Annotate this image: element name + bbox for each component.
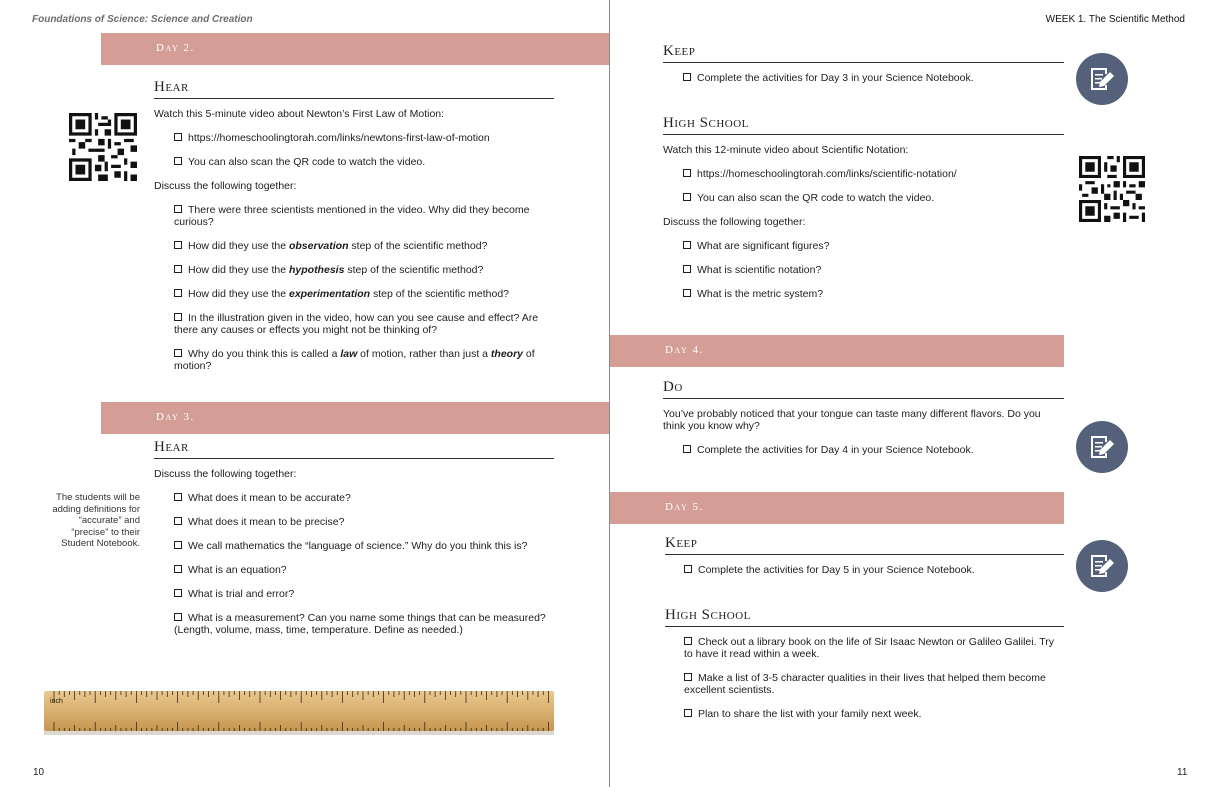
day2-link-item[interactable] <box>174 132 554 144</box>
hs1-link-item[interactable] <box>683 168 1063 180</box>
day2-discuss: Discuss the following together: <box>154 180 297 192</box>
keep1-section: Keep <box>663 43 1064 63</box>
day3-question-6 <box>174 612 554 636</box>
checkbox-icon[interactable] <box>174 313 182 321</box>
running-head-left: Foundations of Science: Science and Creation <box>32 14 253 25</box>
day2-question-4 <box>174 288 554 300</box>
question-text: step of the scientific method? <box>370 288 510 300</box>
checkbox-icon[interactable] <box>174 565 182 573</box>
day3-section-hear: Hear <box>154 439 554 459</box>
checkbox-icon[interactable] <box>684 565 692 573</box>
day4-item <box>683 444 1063 456</box>
question-text: of motion, rather than just a <box>357 348 491 360</box>
question-text: What does it mean to be accurate? <box>188 492 351 504</box>
day5-band-label: Day 5. <box>665 501 704 513</box>
emphasis-term: observation <box>288 240 349 252</box>
checkbox-icon[interactable] <box>174 541 182 549</box>
hs2-section: High School <box>665 607 1064 627</box>
checkbox-icon[interactable] <box>683 241 691 249</box>
checkbox-icon[interactable] <box>174 133 182 141</box>
checkbox-icon[interactable] <box>174 265 182 273</box>
question-text: In the illustration given in the video, how can you see cause and effect? Are there any causes or effects you might not be thinking of? <box>174 312 539 336</box>
day3-question-4 <box>174 564 554 576</box>
day3-question-1 <box>174 492 554 504</box>
day2-intro: Watch this 5-minute video about Newton’s First Law of Motion: <box>154 108 445 120</box>
notebook-pencil-icon <box>1076 53 1128 105</box>
notebook-pencil-icon <box>1076 540 1128 592</box>
hs1-question-1 <box>683 240 1063 252</box>
side-note: The students will be adding definitions for “accurate” and “precise” to their Student Notebook. <box>52 492 140 549</box>
checkbox-icon[interactable] <box>174 157 182 165</box>
checkbox-icon[interactable] <box>174 205 182 213</box>
day3-band-label: Day 3. <box>156 411 195 423</box>
hs1-question-2 <box>683 264 1063 276</box>
question-text: step of the scientific method? <box>348 240 488 252</box>
day2-band <box>101 33 609 65</box>
qr-code-icon <box>69 113 137 181</box>
hs1-section: High School <box>663 115 1064 135</box>
question-text: step of the scientific method? <box>344 264 484 276</box>
day3-question-5 <box>174 588 554 600</box>
checkbox-icon[interactable] <box>174 589 182 597</box>
emphasis-term: hypothesis <box>288 264 345 276</box>
question-text: Why do you think this is called a <box>188 348 341 360</box>
day2-question-3 <box>174 264 554 276</box>
checkbox-icon[interactable] <box>684 673 692 681</box>
book-spine <box>609 0 610 787</box>
checkbox-icon[interactable] <box>683 289 691 297</box>
question-text: How did they use the <box>188 240 289 252</box>
day3-band <box>101 402 609 434</box>
day2-section-hear: Hear <box>154 79 554 99</box>
day2-link[interactable]: https://homeschoolingtorah.com/links/newtons-first-law-of-motion <box>188 132 490 144</box>
ruler-illustration <box>44 689 554 737</box>
keep1-item <box>683 72 1063 84</box>
checkbox-icon[interactable] <box>174 493 182 501</box>
emphasis-term: law <box>340 348 358 360</box>
question-text: What is a measurement? Can you name some things that can be measured? (Length, volume, mass, time, temperature. Define as needed.) <box>174 612 546 636</box>
question-text: What does it mean to be precise? <box>188 516 345 528</box>
question-text: How did they use the <box>188 264 289 276</box>
hs1-intro: Watch this 12-minute video about Scientific Notation: <box>663 144 909 156</box>
day4-band <box>610 335 1064 367</box>
hs2-question-2 <box>684 672 1065 696</box>
question-text: How did they use the <box>188 288 289 300</box>
question-text: We call mathematics the “language of science.” Why do you think this is? <box>188 540 528 552</box>
item-text: Complete the activities for Day 4 in your Science Notebook. <box>697 444 974 456</box>
day2-band-label: Day 2. <box>156 42 195 54</box>
question-text: What is scientific notation? <box>697 264 822 276</box>
running-head-right: WEEK 1. The Scientific Method <box>1045 14 1185 25</box>
question-text: There were three scientists mentioned in the video. Why did they become curious? <box>174 204 530 228</box>
day2-qr-item <box>174 156 554 168</box>
question-text: What is trial and error? <box>188 588 295 600</box>
qr-code-icon <box>1079 156 1145 222</box>
day2-question-2 <box>174 240 554 252</box>
day2-question-5 <box>174 312 554 336</box>
day5-band <box>610 492 1064 524</box>
question-text: of motion? <box>174 348 535 372</box>
hs1-question-3 <box>683 288 1063 300</box>
question-text: What is the metric system? <box>697 288 824 300</box>
hs1-qr-item <box>683 192 1063 204</box>
checkbox-icon[interactable] <box>684 709 692 717</box>
day3-discuss: Discuss the following together: <box>154 468 297 480</box>
checkbox-icon[interactable] <box>174 613 182 621</box>
day2-question-6 <box>174 348 554 372</box>
checkbox-icon[interactable] <box>683 265 691 273</box>
checkbox-icon[interactable] <box>174 289 182 297</box>
hs2-question-3 <box>684 708 1065 720</box>
hs1-discuss: Discuss the following together: <box>663 216 806 228</box>
question-text: Plan to share the list with your family next week. <box>698 708 922 720</box>
ruler-unit-label: inch <box>50 698 63 705</box>
hs1-qr-note: You can also scan the QR code to watch the video. <box>697 192 935 204</box>
checkbox-icon[interactable] <box>174 517 182 525</box>
item-text: Complete the activities for Day 5 in your Science Notebook. <box>698 564 975 576</box>
day5-item <box>684 564 1064 576</box>
day2-question-1 <box>174 204 554 228</box>
day5-section-keep: Keep <box>665 535 1064 555</box>
emphasis-term: theory <box>490 348 524 360</box>
item-text: Complete the activities for Day 3 in your Science Notebook. <box>697 72 974 84</box>
question-text: Check out a library book on the life of Sir Isaac Newton or Galileo Galilei. Try to have it read within a week. <box>684 636 1054 660</box>
checkbox-icon[interactable] <box>684 637 692 645</box>
page-number-left: 10 <box>33 767 45 778</box>
day2-qr-note: You can also scan the QR code to watch the video. <box>188 156 426 168</box>
day4-section-do: Do <box>663 379 1064 399</box>
checkbox-icon[interactable] <box>683 445 691 453</box>
checkbox-icon[interactable] <box>683 193 691 201</box>
hs2-question-1 <box>684 636 1065 660</box>
hs1-link[interactable]: https://homeschoolingtorah.com/links/scientific-notation/ <box>697 168 957 180</box>
checkbox-icon[interactable] <box>174 349 182 357</box>
day3-question-3 <box>174 540 554 552</box>
page-number-right: 11 <box>1177 767 1188 778</box>
checkbox-icon[interactable] <box>683 73 691 81</box>
question-text: Make a list of 3-5 character qualities in their lives that helped them become excellent scientists. <box>684 672 1046 696</box>
day3-question-2 <box>174 516 554 528</box>
checkbox-icon[interactable] <box>683 169 691 177</box>
day4-text: You’ve probably noticed that your tongue can taste many different flavors. Do you think you know why? <box>663 408 1041 432</box>
notebook-pencil-icon <box>1076 421 1128 473</box>
emphasis-term: experimentation <box>288 288 371 300</box>
checkbox-icon[interactable] <box>174 241 182 249</box>
question-text: What is an equation? <box>188 564 287 576</box>
day4-band-label: Day 4. <box>665 344 704 356</box>
question-text: What are significant figures? <box>697 240 830 252</box>
